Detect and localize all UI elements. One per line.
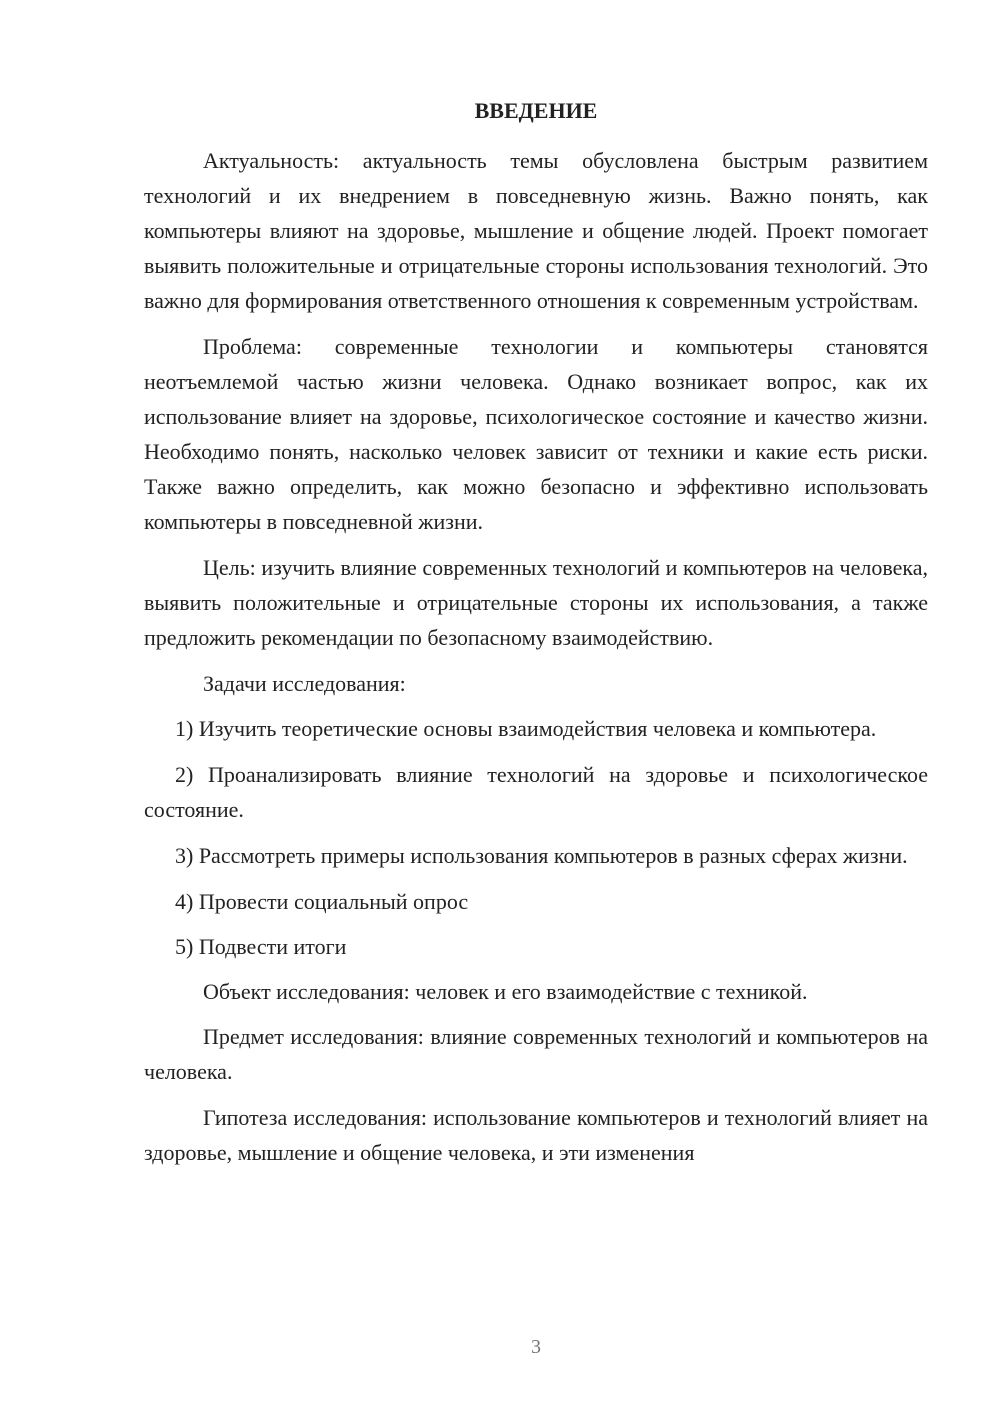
tasks-heading: Задачи исследования:: [203, 671, 406, 696]
relevance-paragraph: Актуальность: актуальность темы обусловлена быстрым развитием технологий и их внедрением в повседневную жизнь. Важно понять, как компьютеры влияют на здоровье, мышление и общение людей. Проект помогает выявить положительные и отрицательные стороны использования технологий. Это важно для формирования ответственного отношения к современным устройствам.: [144, 148, 928, 313]
object-paragraph: Объект исследования: человек и его взаимодействие с техникой.: [203, 979, 808, 1004]
page-number: 3: [531, 1336, 541, 1358]
page-title: ВВЕДЕНИЕ: [474, 98, 598, 123]
hypothesis-paragraph: Гипотеза исследования: использование компьютеров и технологий влияет на здоровье, мышление и общение человека, и эти изменения: [144, 1105, 928, 1165]
subject-paragraph: Предмет исследования: влияние современных технологий и компьютеров на человека.: [144, 1024, 928, 1084]
document-body: [144, 143, 928, 1181]
task-item-1: 1) Изучить теоретические основы взаимодействия человека и компьютера.: [175, 716, 877, 741]
problem-paragraph: Проблема: современные технологии и компьютеры становятся неотъемлемой частью жизни человека. Однако возникает вопрос, как их использование влияет на здоровье, психологическое состояние и качество жизни. Необходимо понять, насколько человек зависит от техники и какие есть риски. Также важно определить, как можно безопасно и эффективно использовать компьютеры в повседневной жизни.: [144, 334, 928, 534]
task-item-4: 4) Провести социальный опрос: [175, 889, 469, 914]
task-item-3: 3) Рассмотреть примеры использования компьютеров в разных сферах жизни.: [175, 843, 908, 868]
goal-paragraph: Цель: изучить влияние современных технологий и компьютеров на человека, выявить положительные и отрицательные стороны их использования, а также предложить рекомендации по безопасному взаимодействию.: [144, 555, 928, 650]
task-item-5: 5) Подвести итоги: [175, 934, 347, 959]
task-item-2: 2) Проанализировать влияние технологий на здоровье и психологическое состояние.: [144, 762, 928, 822]
